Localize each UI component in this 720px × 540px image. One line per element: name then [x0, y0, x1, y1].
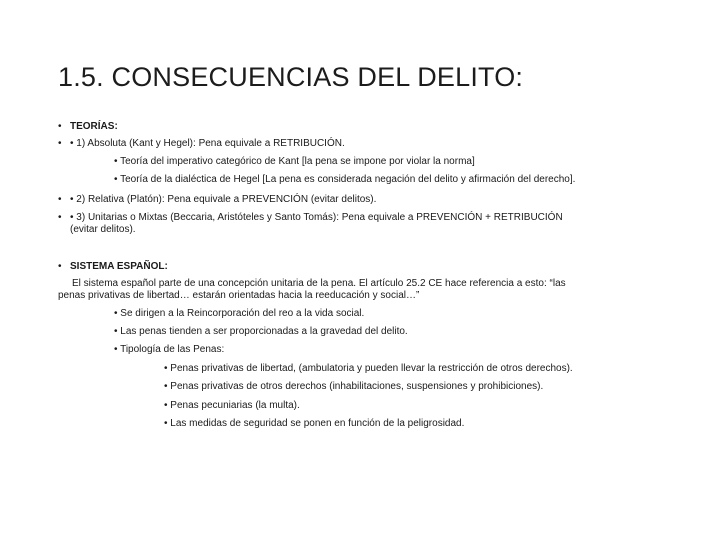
- teoria-relativa-text: • 2) Relativa (Platón): Pena equivale a PREVENCIÓN (evitar delitos).: [70, 194, 377, 205]
- sistema-point-tipologia: • Tipología de las Penas:: [114, 344, 225, 355]
- pena-type-item: • Penas pecuniarias (la multa).: [164, 400, 300, 411]
- sistema-paragraph-1: El sistema español parte de una concepción unitaria de la pena. El artículo 25.2 CE hace referencia a esto: “las: [72, 278, 566, 289]
- pena-type-item: • Penas privativas de libertad, (ambulatoria y pueden llevar la restricción de otros derechos).: [164, 363, 573, 374]
- teorias-heading: TEORÍAS:: [70, 121, 118, 132]
- pena-type-item: • Penas privativas de otros derechos (inhabilitaciones, suspensiones y prohibiciones).: [164, 381, 544, 392]
- bullet: •: [58, 121, 62, 132]
- bullet: •: [58, 194, 62, 205]
- sistema-point-proporcionalidad: • Las penas tienden a ser proporcionadas a la gravedad del delito.: [114, 326, 408, 337]
- bullet: •: [58, 212, 62, 223]
- teoria-absoluta-text: • 1) Absoluta (Kant y Hegel): Pena equivale a RETRIBUCIÓN.: [70, 138, 345, 149]
- bullet: •: [58, 261, 62, 272]
- sistema-heading-line: [58, 260, 168, 273]
- teoria-mixta-text: • 3) Unitarias o Mixtas (Beccaria, Aristóteles y Santo Tomás): Pena equivale a PREVENCIÓN + RETRIBUCIÓN: [70, 212, 563, 223]
- teoria-kant: • Teoría del imperativo categórico de Kant [la pena se impone por violar la norma]: [114, 156, 475, 167]
- teorias-heading-line: [58, 120, 118, 133]
- pena-type-item: • Las medidas de seguridad se ponen en función de la peligrosidad.: [164, 418, 465, 429]
- sistema-heading: SISTEMA ESPAÑOL:: [70, 261, 168, 272]
- sistema-point-reincorporacion: • Se dirigen a la Reincorporación del reo a la vida social.: [114, 308, 365, 319]
- slide-title: 1.5. CONSECUENCIAS DEL DELITO:: [58, 62, 524, 92]
- sistema-paragraph-2: penas privativas de libertad… estarán orientadas hacia la reeducación y social…”: [58, 290, 420, 301]
- teoria-hegel: • Teoría de la dialéctica de Hegel [La pena es considerada negación del delito y afirmación del derecho].: [114, 174, 576, 185]
- teoria-relativa: [58, 193, 376, 206]
- teoria-mixta-cont: (evitar delitos).: [70, 224, 136, 235]
- bullet: •: [58, 138, 62, 149]
- teoria-absoluta: [58, 137, 345, 150]
